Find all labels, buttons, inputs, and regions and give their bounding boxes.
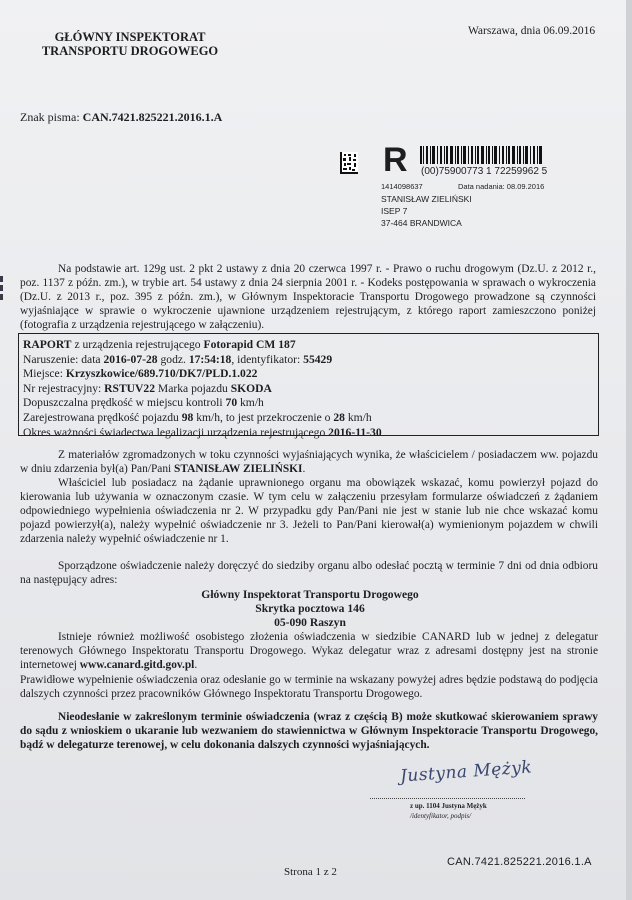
plate-number: RSTUV22 xyxy=(104,381,156,395)
registered-mail-mark: R xyxy=(383,141,408,179)
speed-limit: 70 xyxy=(225,396,238,410)
place-date: Warszawa, dnia 06.09.2016 xyxy=(468,25,596,37)
signature-line xyxy=(370,798,525,799)
violation-place: Krzyszkowice/689.710/DK7/PLD.1.022 xyxy=(65,367,258,381)
obligation-paragraph: Właściciel lub posiadacz na żądanie uprawnionego organu ma obowiązek wskazać, komu powierzył pojazd do kierowania lub używania w oznaczonym czasie. W tym celu w załączeniu przesyłam formularze oświadczeń z żądaniem odpowiedniego wypełnienia oświadczenia nr 2. W przypadku gdy Pan/Pani nie jest w stanie lub nie chce wskazać komu pojazd powierzył(a), należy wypełnić oświadczenie nr 3. Jeżeli to Pan/Pani kierował(a) wymienionym pojazdem w chwili zdarzenia należy wypełnić oświadczenie nr 1. xyxy=(20,477,598,545)
datamatrix-code-icon xyxy=(340,152,358,174)
report-speed-line: Zarejestrowana prędkość pojazdu 98 km/h, to jest przekroczenie o 28 km/h xyxy=(23,410,372,424)
violation-time: 17:54:18 xyxy=(188,352,232,366)
footer-reference: CAN.7421.825221.2016.1.A xyxy=(447,856,592,868)
signer-name: z up. 1104 Justyna Mężyk xyxy=(410,802,487,810)
violation-report-box xyxy=(18,333,599,439)
recipient-street: ISEP 7 xyxy=(381,206,408,216)
recipient-address xyxy=(381,193,472,229)
violation-date: 2016-07-28 xyxy=(103,352,158,366)
page-edge-shadow xyxy=(626,0,632,900)
report-violation-line: Naruszenie: data 2016-07-28 godz. 17:54:18, identyfikator: 55429 xyxy=(23,352,333,366)
report-limit-line: Dopuszczalna prędkość w miejscu kontroli 70 km/h xyxy=(23,396,264,410)
proper-submission-paragraph: Prawidłowe wypełnienie oświadczenia oraz odesłanie go w terminie na wskazany powyżej adres będzie podstawą do podjęcia dalszych czynności przez pracowników Głównego Inspektoratu Transportu Drogowego. xyxy=(20,674,598,700)
reference-label: Znak pisma: xyxy=(20,110,80,124)
owner-paragraph: Z materiałów zgromadzonych w toku czynności wyjaśniających wynika, że właścicielem / posiadaczem ww. pojazdu w dniu zdarzenia był(a) Pan/Pani STANISŁAW ZIELIŃSKI. xyxy=(20,449,598,475)
legal-basis-paragraph: Na podstawie art. 129g ust. 2 pkt 2 ustawy z dnia 20 czerwca 1997 r. - Prawo o ruchu drogowym (Dz.U. z 2012 r., poz. 1137 z późn. zm.), w trybie art. 54 ustawy z dnia 24 sierpnia 2001 r. - Kodeks postępowania w sprawach o wykroczenia (Dz.U. z 2013 r., poz. 395 z późn. zm.), w Głównym Inspektoracie Transportu Drogowego prowadzone są czynności wyjaśniające w sprawie o wykroczenie ujawnione urządzeniem rejestrującym, z którego raport zamieszczono poniżej (fotografia z urządzenia rejestrującego w załączeniu). xyxy=(20,263,596,331)
page-number: Strona 1 z 2 xyxy=(284,866,337,878)
issuer-line-1: GŁÓWNY INSPEKTORAT xyxy=(54,30,206,44)
sent-date: Data nadania: 08.09.2016 xyxy=(458,182,545,191)
report-validity-line: Okres ważności świadectwa legalizacji urządzenia rejestrującego 2016-11-30 xyxy=(23,425,382,439)
warning-paragraph: Nieodesłanie w zakreślonym terminie oświadczenia (wraz z częścią B) może skutkować skierowaniem sprawy do sądu z wnioskiem o ukaranie lub wezwaniem do stawiennictwa w Głównym Inspektoracie Transportu Drogowego, bądź w delegaturze terenowej, w celu dokonania dalszych czynności wyjaśniających. xyxy=(20,711,598,751)
handwritten-signature: Justyna Mężyk xyxy=(399,757,533,787)
barcode-number: (00)75900773 1 72259962 5 xyxy=(421,166,548,177)
report-place-line: Miejsce: Krzyszkowice/689.710/DK7/PLD.1.022 xyxy=(23,367,258,381)
fold-mark xyxy=(0,276,6,300)
delivery-paragraph: Sporządzone oświadczenie należy doręczyć do siedziby organu albo odesłać pocztą w terminie 7 dni od dnia odbioru na następujący adres: xyxy=(20,560,598,586)
reference-value: CAN.7421.825221.2016.1.A xyxy=(82,110,223,124)
vehicle-make: SKODA xyxy=(230,381,272,395)
speed-excess: 28 xyxy=(333,410,345,424)
signature-caption: /identyfikator, podpis/ xyxy=(410,812,472,820)
report-identifier: 55429 xyxy=(303,352,333,366)
barcode-icon xyxy=(420,146,542,164)
personal-submission-paragraph: Istnieje również możliwość osobistego złożenia oświadczenia w siedzibie CANARD lub w jednej z delegatur terenowych Głównego Inspektoratu Transportu Drogowego. Wykaz delegatur wraz z adresami dostępny jest na stronie internetowej www.canard.gitd.gov.pl. xyxy=(20,631,598,671)
reference-number xyxy=(20,110,222,125)
device-name: Fotorapid CM 187 xyxy=(203,338,296,351)
owner-name: STANISŁAW ZIELIŃSKI xyxy=(174,463,303,475)
certificate-validity: 2016-11-30 xyxy=(328,425,382,439)
recipient-name: STANISŁAW ZIELIŃSKI xyxy=(381,194,472,204)
tracking-id: 1414098637 xyxy=(381,182,423,191)
report-plate-line: Nr rejestracyjny: RSTUV22 Marka pojazdu SKODA xyxy=(23,381,272,395)
report-title-line: RAPORT z urządzenia rejestrującego Fotorapid CM 187 xyxy=(23,338,296,351)
website-link[interactable]: www.canard.gitd.gov.pl xyxy=(79,659,195,671)
recipient-city: 37-464 BRANDWICA xyxy=(381,218,462,228)
issuer-line-2: TRANSPORTU DROGOWEGO xyxy=(41,44,219,58)
return-address: Główny Inspektorat Transportu Drogowego Skrytka pocztowa 146 05-090 Raszyn xyxy=(201,588,419,629)
recorded-speed: 98 xyxy=(181,410,194,424)
issuer-header xyxy=(35,30,225,58)
